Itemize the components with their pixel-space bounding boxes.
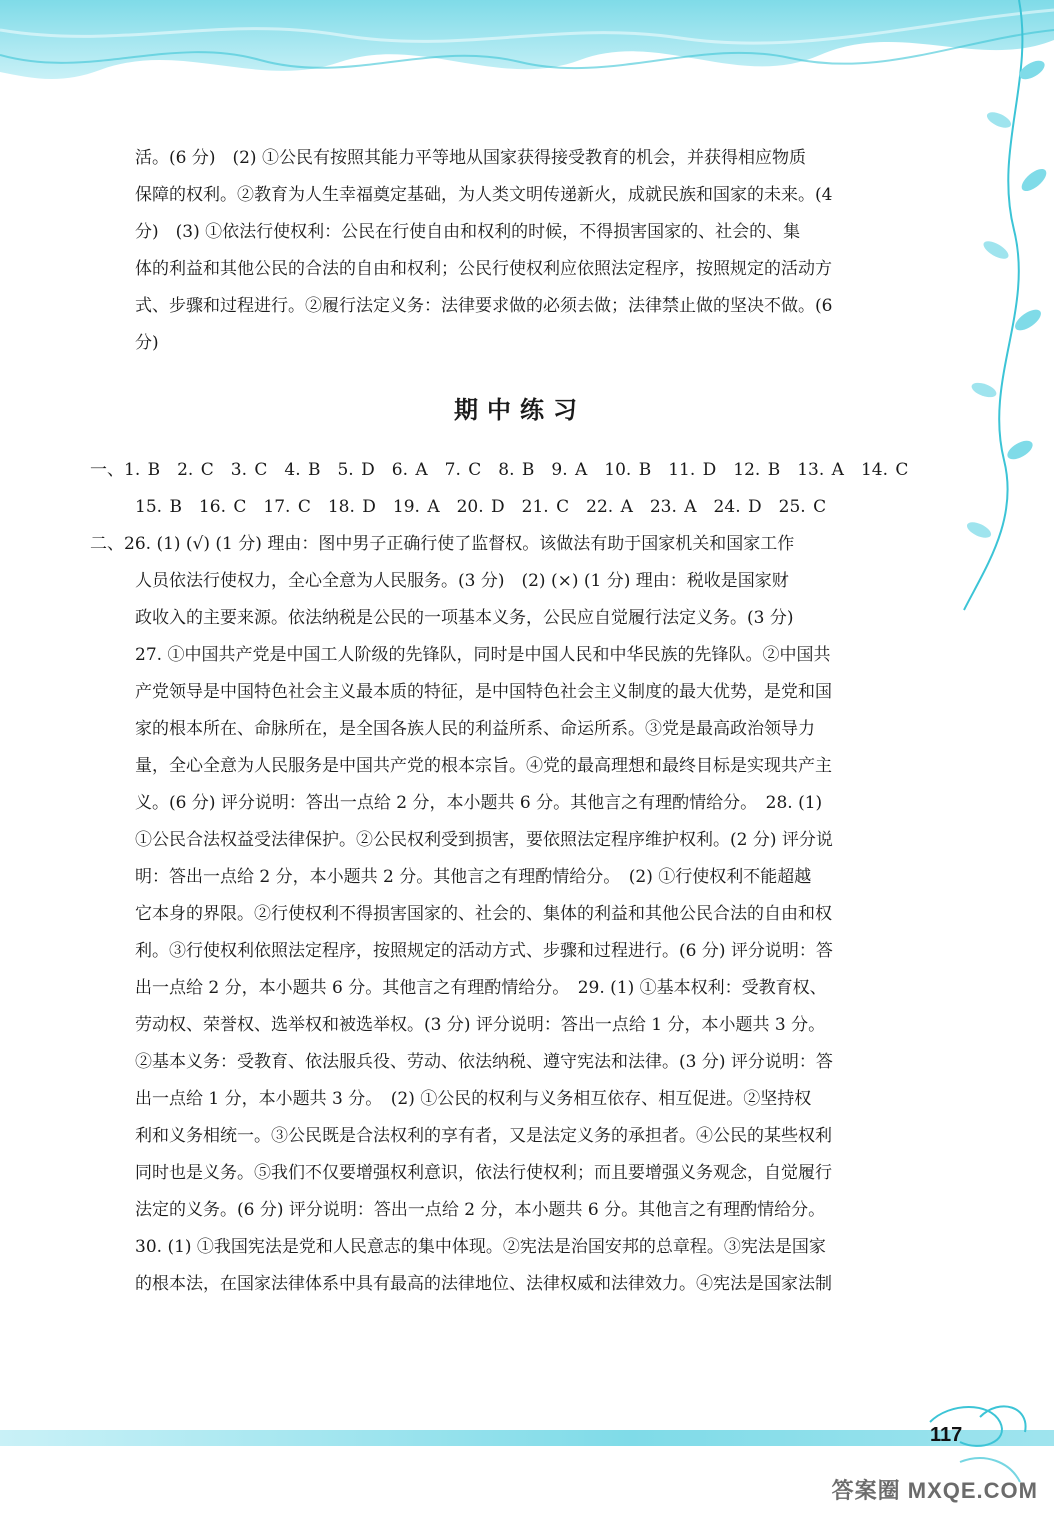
text-line: ①公民合法权益受法律保护。②公民权利受到损害，要依照法定程序维护权利。(2 分) 评分说 xyxy=(135,830,833,850)
text-line: 二、26. (1) (√) (1 分) 理由：图中男子正确行使了监督权。该做法有助于国家机关和国家工作 xyxy=(90,534,795,554)
multiple-choice-answers xyxy=(90,452,950,526)
text-line: 体的利益和其他公民的合法的自由和权利；公民行使权利应依照法定程序，按照规定的活动方 xyxy=(135,259,832,279)
text-line: 产党领导是中国特色社会主义最本质的特征，是中国特色社会主义制度的最大优势，是党和国 xyxy=(135,682,832,702)
questions-27-30-answers xyxy=(90,637,950,1303)
page-number: 117 xyxy=(930,1424,963,1446)
text-line: 利和义务相统一。③公民既是合法权利的享有者，又是法定义务的承担者。④公民的某些权利 xyxy=(135,1126,832,1146)
text-line: 同时也是义务。⑤我们不仅要增强权利意识，依法行使权利；而且要增强义务观念，自觉履行 xyxy=(135,1163,832,1183)
mc-answer-line: 15. B 16. C 17. C 18. D 19. A 20. D 21. C 22. A 23. A 24. D 25. C xyxy=(135,497,827,517)
intro-block xyxy=(90,140,950,362)
section-title: 期中练习 xyxy=(454,396,586,424)
bottom-band-decoration xyxy=(0,1402,1054,1536)
text-line: 人员依法行使权力，全心全意为人民服务。(3 分) (2) (×) (1 分) 理由：税收是国家财 xyxy=(135,571,789,591)
text-line: 活。(6 分) (2) ①公民有按照其能力平等地从国家获得接受教育的机会，并获得相应物质 xyxy=(135,148,806,168)
text-line: 保障的权利。②教育为人生幸福奠定基础，为人类文明传递新火，成就民族和国家的未来。(4 xyxy=(135,185,833,205)
text-line: 27. ①中国共产党是中国工人阶级的先锋队，同时是中国人民和中华民族的先锋队。②中国共 xyxy=(135,645,831,665)
text-line: 式、步骤和过程进行。②履行法定义务：法律要求做的必须去做；法律禁止做的坚决不做。(6 xyxy=(135,296,833,316)
text-line: 明：答出一点给 2 分，本小题共 2 分。其他言之有理酌情给分。 (2) ①行使权利不能超越 xyxy=(135,867,812,887)
text-line: 义。(6 分) 评分说明：答出一点给 2 分，本小题共 6 分。其他言之有理酌情给分。 28. (1) xyxy=(135,793,823,813)
question-26-answer xyxy=(90,526,950,637)
text-line: ②基本义务：受教育、依法服兵役、劳动、依法纳税、遵守宪法和法律。(3 分) 评分说明：答 xyxy=(135,1052,833,1072)
text-line: 的根本法，在国家法律体系中具有最高的法律地位、法律权威和法律效力。④宪法是国家法制 xyxy=(135,1274,832,1294)
top-wave-decoration xyxy=(0,0,1054,120)
text-line: 量，全心全意为人民服务是中国共产党的根本宗旨。④党的最高理想和最终目标是实现共产主 xyxy=(135,756,832,776)
answer-content xyxy=(90,140,950,1303)
text-line: 出一点给 1 分，本小题共 3 分。 (2) ①公民的权利与义务相互依存、相互促进。②坚持权 xyxy=(135,1089,812,1109)
text-line: 法定的义务。(6 分) 评分说明：答出一点给 2 分，本小题共 6 分。其他言之有理酌情给分。 xyxy=(135,1200,826,1220)
text-line: 30. (1) ①我国宪法是党和人民意志的集中体现。②宪法是治国安邦的总章程。③宪法是国家 xyxy=(135,1237,826,1257)
text-line: 分) (3) ①依法行使权利：公民在行使自由和权利的时候，不得损害国家的、社会的、集 xyxy=(135,222,801,242)
watermark-logo: 答案圈 MXQE.COM xyxy=(831,1478,1038,1503)
text-line: 家的根本所在、命脉所在，是全国各族人民的利益所系、命运所系。③党是最高政治领导力 xyxy=(135,719,815,739)
text-line: 分) xyxy=(135,333,159,353)
text-line: 利。③行使权利依照法定程序，按照规定的活动方式、步骤和过程进行。(6 分) 评分说明：答 xyxy=(135,941,833,961)
text-line: 劳动权、荣誉权、选举权和被选举权。(3 分) 评分说明：答出一点给 1 分，本小题共 3 分。 xyxy=(135,1015,826,1035)
mc-answer-line: 一、1. B 2. C 3. C 4. B 5. D 6. A 7. C 8. B 9. A 10. B 11. D 12. B 13. A 14. C xyxy=(90,460,909,480)
text-line: 政收入的主要来源。依法纳税是公民的一项基本义务，公民应自觉履行法定义务。(3 分) xyxy=(135,608,794,628)
text-line: 它本身的界限。②行使权利不得损害国家的、社会的、集体的利益和其他公民合法的自由和权 xyxy=(135,904,832,924)
text-line: 出一点给 2 分，本小题共 6 分。其他言之有理酌情给分。 29. (1) ①基本权利：受教育权、 xyxy=(135,978,827,998)
